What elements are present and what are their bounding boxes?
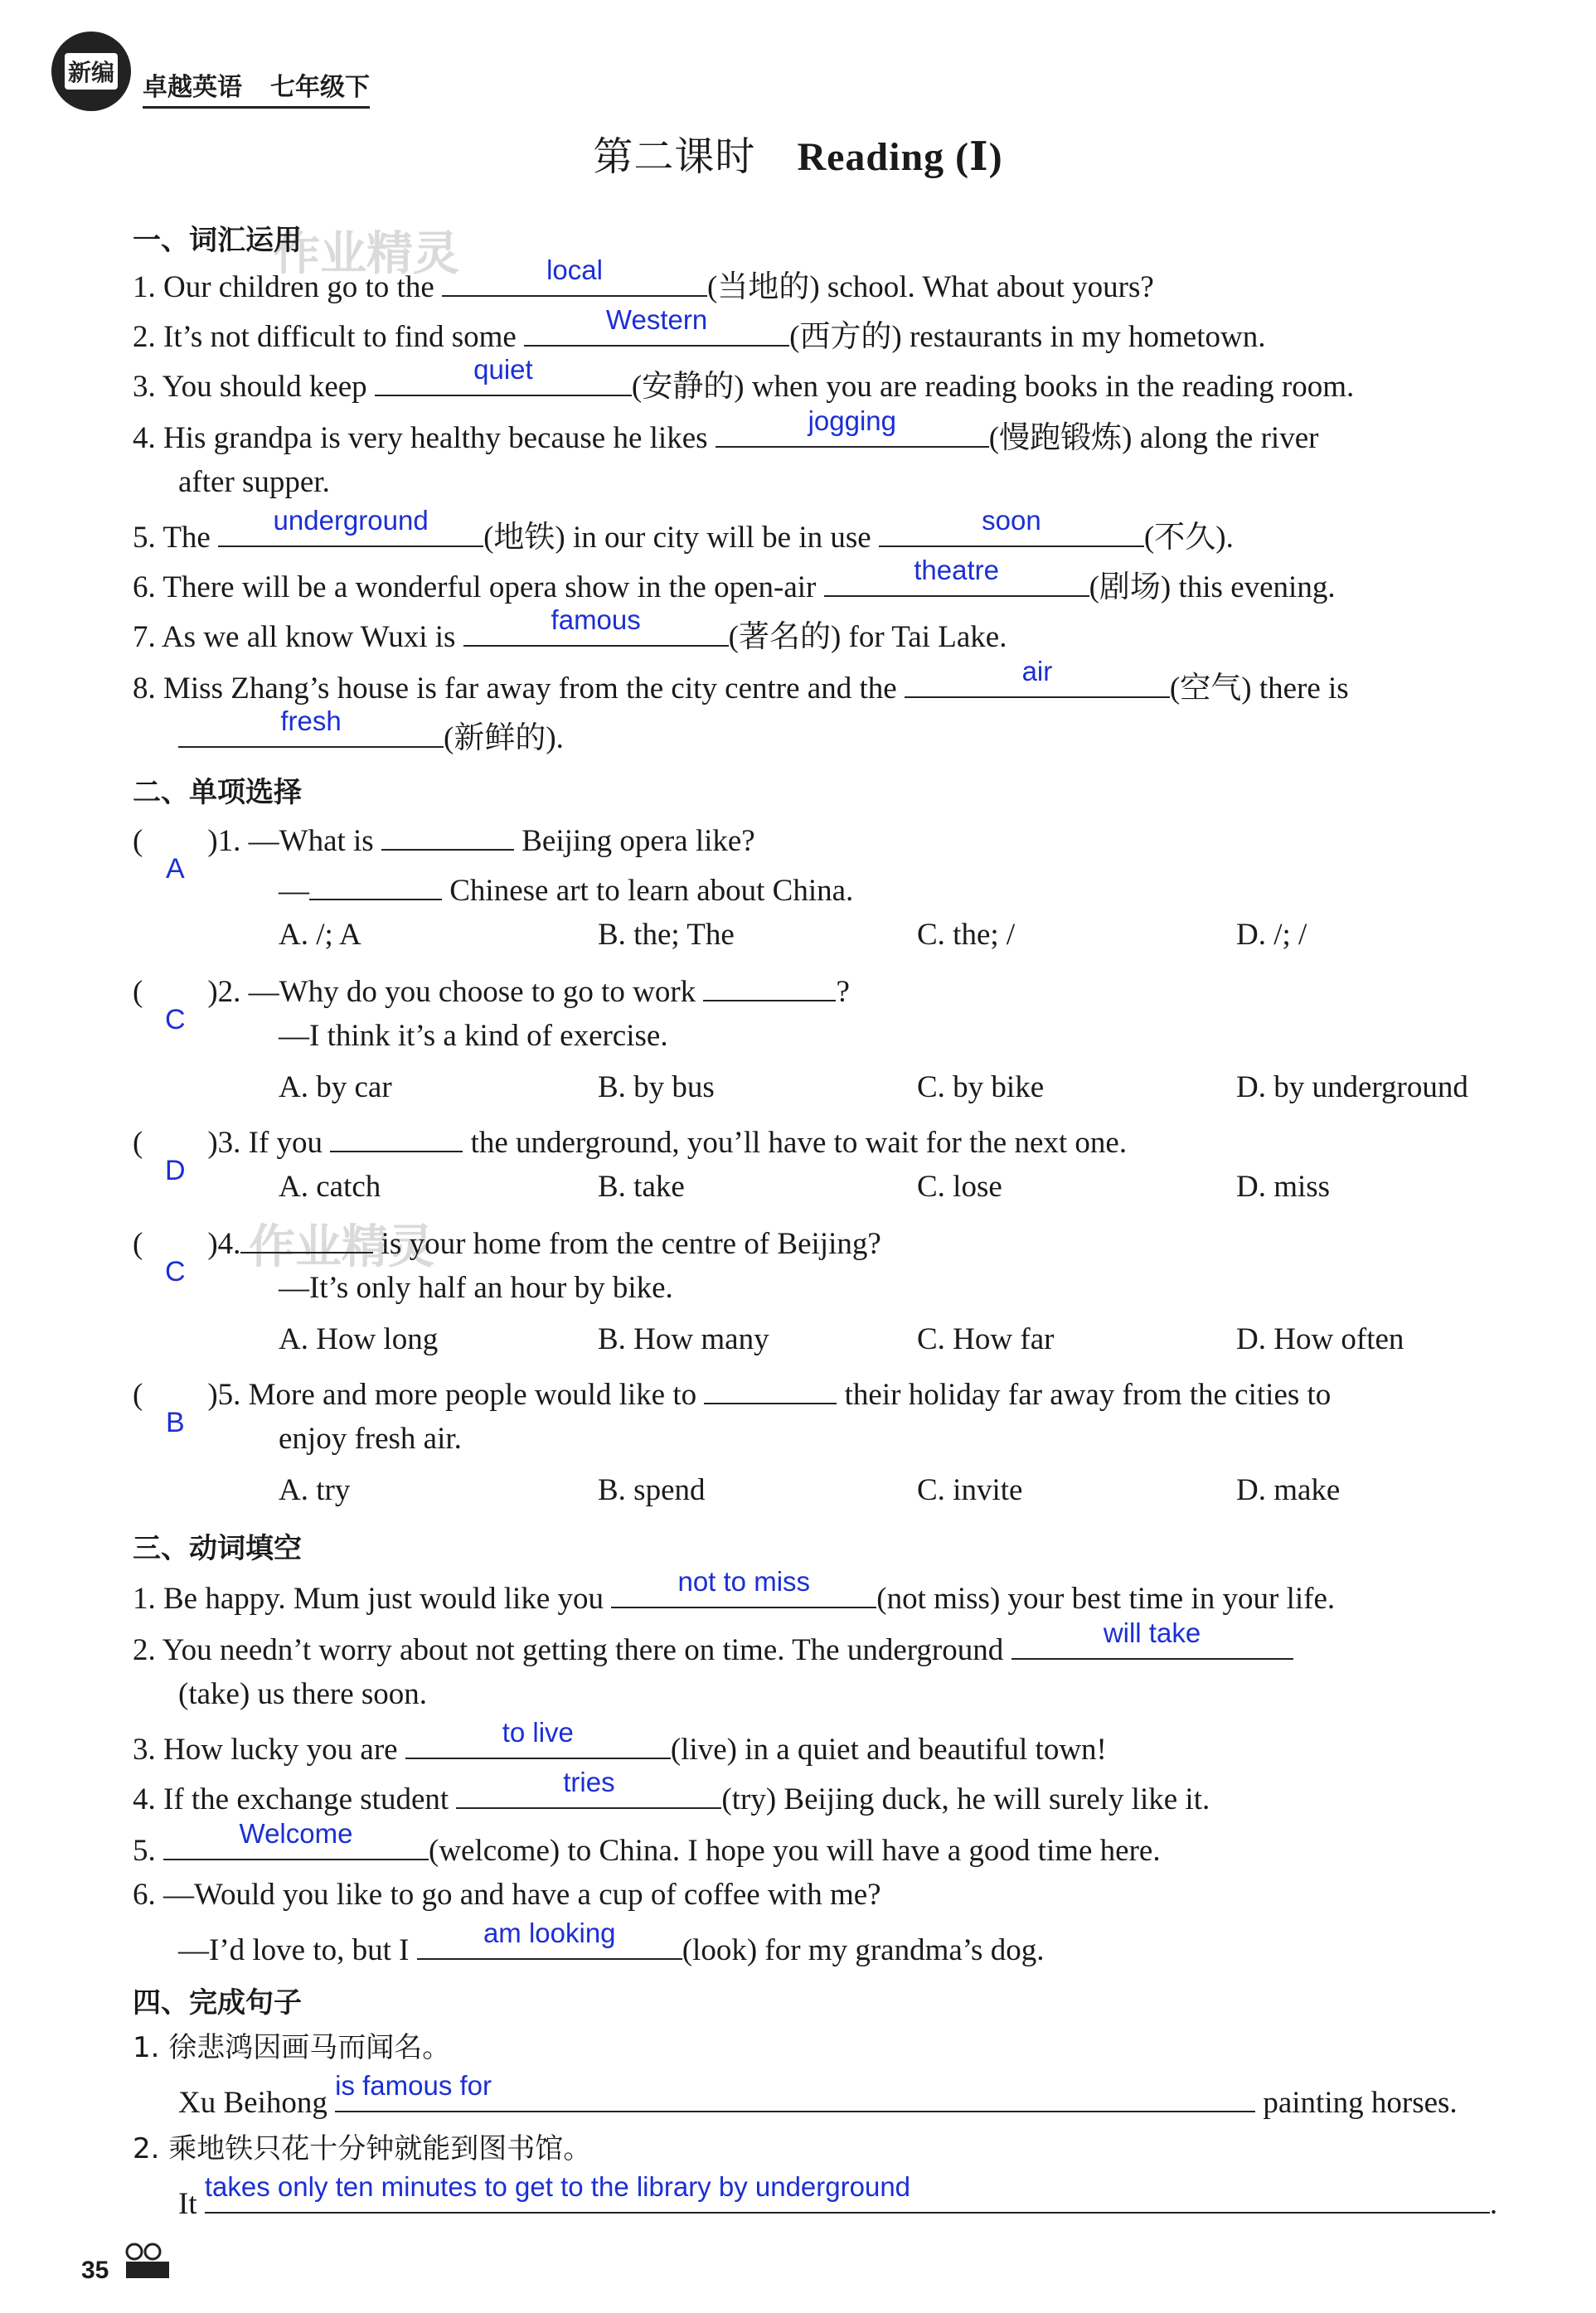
question-line: 2. 乘地铁只花十分钟就能到图书馆。 — [133, 2132, 592, 2165]
answer-blank: Welcome — [163, 1827, 429, 1860]
option: D. miss — [1236, 1170, 1331, 1204]
answer-blank: quiet — [375, 363, 632, 396]
book-icon — [123, 2242, 172, 2280]
question-line: 6. There will be a wonderful opera show in the open-air theatre (剧场) this evening. — [133, 555, 1336, 604]
answer-blank: to live — [405, 1726, 671, 1759]
answer-blank: jogging — [716, 415, 989, 448]
answer-blank: is famous for — [335, 2079, 1255, 2112]
answer-blank — [704, 1371, 837, 1404]
option: C. invite — [917, 1473, 1023, 1507]
question-line: 2. It’s not difficult to find some Western (西方的) restaurants in my hometown. — [133, 304, 1266, 354]
answer-blank — [330, 1119, 463, 1152]
option: D. /; / — [1236, 918, 1307, 952]
series-title: 卓越英语 七年级下 — [143, 66, 370, 109]
option: A. by car — [279, 1070, 392, 1104]
answer-blank: Western — [524, 313, 789, 347]
answer-blank: fresh — [178, 715, 444, 748]
option: B. take — [598, 1170, 685, 1204]
section-heading: 二、单项选择 — [133, 776, 302, 809]
question-line: 7. As we all know Wuxi is famous (著名的) for Tai Lake. — [133, 604, 1007, 654]
answer-blank: tries — [456, 1776, 721, 1809]
answer-blank: takes only ten minutes to get to the library by underground — [205, 2180, 1490, 2214]
option: D. How often — [1236, 1322, 1404, 1356]
page-header — [51, 32, 400, 106]
question-line: It takes only ten minutes to get to the library by underground . — [178, 2171, 1498, 2221]
answer-blank: local — [442, 264, 707, 297]
question-line: enjoy fresh air. — [279, 1422, 462, 1456]
question-line: —I’d love to, but I am looking (look) for my grandma’s dog. — [178, 1918, 1045, 1967]
question-line: 3. You should keep quiet (安静的) when you are reading books in the reading room. — [133, 354, 1355, 404]
option: B. spend — [598, 1473, 706, 1507]
question-line: ( C )4. is your home from the centre of Beijing? — [133, 1220, 881, 1263]
section-heading: 三、动词填空 — [133, 1532, 302, 1565]
answer-blank — [240, 1220, 373, 1253]
option: A. How long — [279, 1322, 439, 1356]
watermark: 作业精灵 — [249, 1220, 434, 1274]
page-number: 35 — [81, 2257, 109, 2284]
answer-blank: theatre — [824, 564, 1089, 597]
section-heading: 一、词汇运用 — [133, 224, 302, 257]
option: B. the; The — [598, 918, 735, 952]
option: C. How far — [917, 1322, 1055, 1356]
answer-blank — [703, 968, 836, 1001]
question-line: 1. Be happy. Mum just would like you not to miss (not miss) your best time in your life. — [133, 1566, 1336, 1616]
question-line: 6. —Would you like to go and have a cup of coffee with me? — [133, 1878, 881, 1912]
option: B. How many — [598, 1322, 769, 1356]
question-line: 1. Our children go to the local (当地的) school. What about yours? — [133, 255, 1154, 304]
question-line: fresh (新鲜的). — [178, 715, 564, 757]
answer-blank: am looking — [417, 1927, 682, 1960]
option: A. catch — [279, 1170, 381, 1204]
question-line: ( B )5. More and more people would like to their holiday far away from the cities to — [133, 1371, 1331, 1414]
answer-blank — [381, 817, 514, 851]
question-line: ( C )2. —Why do you choose to go to work ? — [133, 968, 850, 1011]
question-line: 2. You needn’t worry about not getting there on time. The underground will take — [133, 1627, 1293, 1669]
option: A. try — [279, 1473, 351, 1507]
option: A. /; A — [279, 918, 361, 952]
lesson-title: 第二课时 Reading (Ⅰ) — [593, 133, 1003, 180]
series-logo: 新编 — [51, 32, 131, 111]
question-line: after supper. — [178, 465, 330, 499]
answer-blank: not to miss — [611, 1575, 876, 1608]
question-line: 8. Miss Zhang’s house is far away from the city centre and the air (空气) there is — [133, 656, 1349, 706]
question-line: 4. If the exchange student tries (try) Beijing duck, he will surely like it. — [133, 1767, 1210, 1816]
section-heading: 四、完成句子 — [133, 1986, 302, 2020]
question-line: 3. How lucky you are to live (live) in a quiet and beautiful town! — [133, 1717, 1107, 1767]
answer-blank: famous — [463, 613, 729, 647]
watermark: 作业精灵 — [274, 227, 459, 281]
answer-blank — [309, 867, 442, 900]
question-line: 5. The underground (地铁) in our city will be in use soon (不久). — [133, 505, 1234, 555]
option: C. the; / — [917, 918, 1016, 952]
answer-blank: soon — [879, 514, 1144, 547]
option: B. by bus — [598, 1070, 715, 1104]
question-line: —I think it’s a kind of exercise. — [279, 1019, 668, 1053]
question-line: 5. Welcome (welcome) to China. I hope you will have a good time here. — [133, 1818, 1161, 1868]
option: C. by bike — [917, 1070, 1045, 1104]
answer-blank: will take — [1011, 1627, 1293, 1660]
question-line: (take) us there soon. — [178, 1677, 428, 1711]
answer-blank: air — [905, 665, 1170, 698]
option: C. lose — [917, 1170, 1002, 1204]
question-line: 4. His grandpa is very healthy because he likes jogging (慢跑锻炼) along the river — [133, 405, 1319, 455]
question-line: —It’s only half an hour by bike. — [279, 1271, 673, 1305]
question-line: Xu Beihong is famous for painting horses. — [178, 2070, 1458, 2120]
question-line: ( A )1. —What is Beijing opera like? — [133, 817, 755, 860]
option: D. make — [1236, 1473, 1341, 1507]
question-line: — Chinese art to learn about China. — [279, 867, 853, 909]
option: D. by underground — [1236, 1070, 1468, 1104]
answer-blank: underground — [218, 514, 483, 547]
question-line: ( D )3. If you the underground, you’ll have to wait for the next one. — [133, 1119, 1127, 1161]
question-line: 1. 徐悲鸿因画马而闻名。 — [133, 2031, 451, 2064]
